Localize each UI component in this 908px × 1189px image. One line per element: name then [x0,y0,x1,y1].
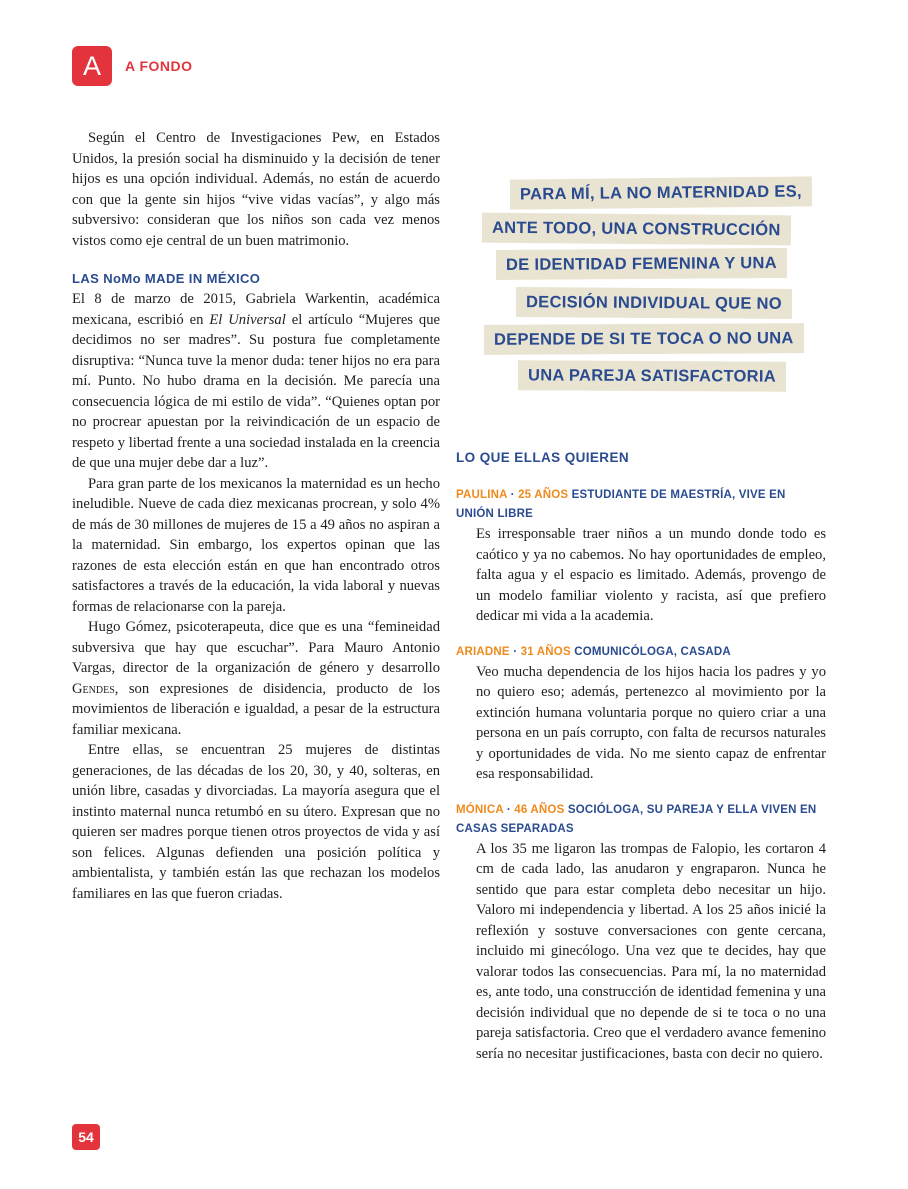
testimonies-heading: LO QUE ELLAS QUIEREN [456,450,630,465]
right-column [456,448,826,1064]
testimony-name: PAULINA [456,489,508,501]
testimony-monica [456,801,826,1065]
testimony-text: Veo mucha dependencia de los hijos hacia los padres y yo no quiero eso; además, pertenezco al movimiento por la extinción humana voluntaria porque no quiero criar a una persona en un país corrupto, con falta de recursos naturales y oportunidades de vida. No me siento capaz de enfrentar esa responsabilidad. [476,663,826,782]
testimony-text: Es irresponsable traer niños a un mundo donde todo es caótico y ya no cabemos. No hay oportunidades de empleo, falta agua y el espacio es limitado. Además, provengo de un modelo familiar violento y racista, así que prefiero dedicar mi vida a la academia. [476,526,826,624]
left-column [72,128,440,904]
quote-line: UNA PAREJA SATISFACTORIA [518,360,786,391]
testimony-role: SOCIÓLOGA, SU PAREJA Y ELLA VIVEN EN CASAS SEPARADAS [456,803,817,835]
separator-dot: · [510,489,515,501]
subhead-nomo: LAS NoMo MADE IN MÉXICO [72,271,261,286]
testimony-paulina [456,486,826,627]
paragraph-warkentin-a: El 8 de marzo de 2015, Gabriela Warkentin, académica mexicana, escribió en [72,291,440,328]
quote-line: DECISIÓN INDIVIDUAL QUE NO [516,287,792,319]
paragraph-maternity: Para gran parte de los mexicanos la maternidad es un hecho ineludible. Nueve de cada diez mexicanas procrean, y solo 4% de más de 30 millones de mujeres de 15 a 49 años no aspiran a la maternidad. Sin embargo, los expertos opinan que las razones de esta elección están en que han encontrado otros satisfactores a través de la educación, la vida laboral y nuevas formas de relacionarse con la pareja. [72,475,440,615]
testimony-name: MÓNICA [456,803,504,816]
testimony-text: A los 35 me ligaron las trompas de Falopio, les cortaron 4 cm de cada lado, las anudaron y engraparon. Nunca he sentido que para estar completa debo necesitar un hijo. Valoro mi independencia y libertad. A los 25 años inicié la reflexión y sostuve conversaciones con gente cercana, incluido mi ginecólogo. Una vez que te decides, hay que valorar todos las consecuencias. Para mí, la no maternidad es, ante todo, una construcción de identidad femenina y una decisión individual que no depende de si te toca o no una pareja satisfactoria. Creo que el verdadero avance femenino sería no necesitar justificaciones, basta con decir no quiero. [476,840,826,1062]
testimony-age: 31 AÑOS [520,645,571,658]
paragraph-gomez [72,617,440,740]
newspaper-title: El Universal [209,311,286,328]
paragraph-warkentin [72,289,440,474]
testimony-role: ESTUDIANTE DE MAESTRÍA, VIVE EN UNIÓN LIBRE [456,489,786,520]
quote-line: PARA MÍ, LA NO MATERNIDAD ES, [510,176,812,209]
testimony-ariadne [456,643,826,785]
testimony-age: 25 AÑOS [518,489,569,501]
testimony-age: 46 AÑOS [514,803,565,816]
intro-paragraph: Según el Centro de Investigaciones Pew, en Estados Unidos, la presión social ha disminuido y la decisión de tener hijos es una opción individual. Además, no están de acuerdo con que la gente sin hijos “vive vidas vacías”, y algo más subversivo: consideran que los niños son cada vez menos vistos como eje central de un buen matrimonio. [72,130,440,249]
testimony-name: ARIADNE [456,645,510,658]
quote-line: ANTE TODO, UNA CONSTRUCCIÓN [482,213,791,246]
paragraph-women: Entre ellas, se encuentran 25 mujeres de distintas generaciones, de las décadas de los 20, 30, y 40, solteras, en unión libre, casadas y divorciadas. La mayoría asegura que el instinto maternal nunca retumbó en su útero. Expresan que no quieren ser madres porque tienen otros proyectos de vida y así son felices. Algunas defienden una posición política y ambientalista, y también están las que rechazan los modelos familiares en las que fueron criadas. [72,742,440,902]
quote-line: DEPENDE DE SI TE TOCA O NO UNA [484,323,804,355]
org-name: Gendes [72,680,115,697]
paragraph-gomez-b: , son expresiones de disidencia, producto de los movimientos de liberación e igualdad, a pesar de la estructura familiar mexicana. [72,680,440,738]
page-number: 54 [72,1124,100,1150]
paragraph-gomez-a: Hugo Gómez, psicoterapeuta, dice que es una “femineidad subversiva que hay que escuchar”. Para Mauro Antonio Vargas, director de la organización de género y desarrollo [72,619,440,676]
separator-dot: · [513,645,518,658]
testimony-label [456,643,826,662]
section-badge: A [72,46,112,86]
testimony-label [456,801,826,839]
testimony-label [456,486,826,524]
testimony-role: COMUNICÓLOGA, CASADA [574,645,731,658]
pull-quote [480,172,810,394]
quote-line: DE IDENTIDAD FEMENINA Y UNA [496,248,787,280]
paragraph-warkentin-b: el artículo “Mujeres que decidimos no ser madres”. Su postura fue completamente disruptiva: “Nunca tuve la menor duda: tener hijos no era para mí. Punto. No hubo drama en la decisión. Me parecía una consecuencia lógica de mi estilo de vida”. “Quienes optan por no procrear apuestan por la reivindicación de un espacio de respeto y libertad frente a una sociedad instalada en la creencia de que una mujer debe dar a luz”. [72,311,440,471]
separator-dot: · [506,803,511,816]
section-label: A FONDO [125,58,193,74]
